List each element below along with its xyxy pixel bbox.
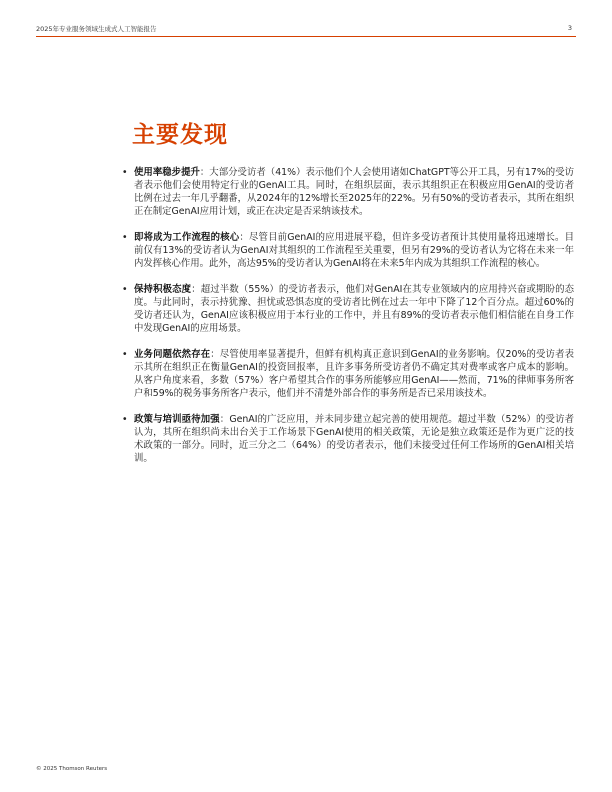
bullet-icon: • xyxy=(122,167,128,178)
bullet-icon: • xyxy=(122,414,128,425)
finding-title: 即将成为工作流程的核心 xyxy=(134,232,240,243)
key-findings-list xyxy=(122,166,574,478)
finding-title: 政策与培训亟待加强 xyxy=(134,414,220,425)
finding-text: ：超过半数（55%）的受访者表示，他们对GenAI在其专业领域内的应用持兴奋或期盼的态度。与此同时，表示持犹豫、担忧或恐惧态度的受访者比例在过去一年中下降了12个百分点。超过60%的受访者还认为，GenAI应该积极应用于本行业的工作中，并且有89%的受访者表示他们相信能在自身工作中发现GenAI的应用场景。 xyxy=(134,284,574,334)
page-title: 主要发现 xyxy=(132,122,228,148)
page-header xyxy=(36,24,576,37)
finding-title: 保持积极态度 xyxy=(134,284,192,295)
list-item xyxy=(122,413,574,465)
finding-text: ：GenAI的广泛应用，并未同步建立起完善的使用规范。超过半数（52%）的受访者认为，其所在组织尚未出台关于工作场景下GenAI使用的相关政策，无论是独立政策还是作为更广泛的技术政策的一部分。同时，近三分之二（64%）的受访者表示，他们未接受过任何工作场所的GenAI相关培训。 xyxy=(134,414,574,464)
copyright-footer: © 2025 Thomson Reuters xyxy=(36,766,108,772)
finding-text: ：尽管目前GenAI的应用进展平稳，但许多受访者预计其使用量将迅速增长。目前仅有13%的受访者认为GenAI对其组织的工作流程至关重要，但另有29%的受访者认为它将在未来一年内发挥核心作用。此外，高达95%的受访者认为GenAI将在未来5年内成为其组织工作流程的核心。 xyxy=(134,232,574,269)
bullet-icon: • xyxy=(122,284,128,295)
finding-text: ：大部分受访者（41%）表示他们个人会使用诸如ChatGPT等公开工具，另有17%的受访者表示他们会使用特定行业的GenAI工具。同时，在组织层面，表示其组织正在积极应用GenAI的受访者比例在过去一年几乎翻番，从2024年的12%增长至2025年的22%。另有50%的受访者表示，其所在组织正在制定GenAI应用计划，或正在决定是否采纳该技术。 xyxy=(134,167,574,217)
finding-title: 业务问题依然存在 xyxy=(134,349,211,360)
finding-title: 使用率稳步提升 xyxy=(134,167,200,178)
list-item xyxy=(122,231,574,270)
list-item xyxy=(122,348,574,400)
finding-text: ：尽管使用率显著提升，但鲜有机构真正意识到GenAI的业务影响。仅20%的受访者表示其所在组织正在衡量GenAI的投资回报率，且许多事务所受访者仍不确定其对费率或客户成本的影响。从客户角度来看，多数（57%）客户希望其合作的事务所能够应用GenAI——然而，71%的律师事务所客户和59%的税务事务所客户表示，他们并不清楚外部合作的事务所是否已采用该技术。 xyxy=(134,349,574,399)
list-item xyxy=(122,283,574,335)
list-item xyxy=(122,166,574,218)
bullet-icon: • xyxy=(122,349,128,360)
bullet-icon: • xyxy=(122,232,128,243)
report-title: 2025年专业服务领域生成式人工智能报告 xyxy=(36,25,157,33)
page-number: 3 xyxy=(567,24,572,32)
